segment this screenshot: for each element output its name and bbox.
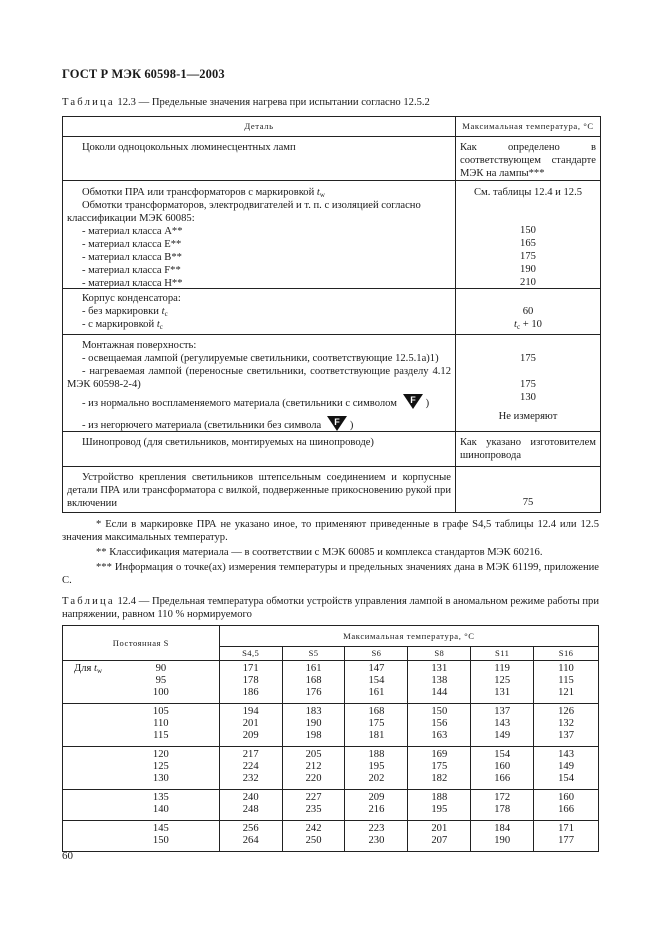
f-symbol-letter: F	[334, 417, 340, 428]
temp-cell	[345, 704, 408, 747]
temp-value: 195	[368, 761, 385, 772]
col-header-detail: Деталь	[63, 117, 456, 136]
temp-value: 160	[494, 761, 511, 772]
temp-value: 182	[431, 773, 448, 784]
temp-cell	[345, 821, 408, 852]
temp-cell	[282, 704, 345, 747]
temp-cell	[219, 747, 282, 790]
table-row-windings	[63, 180, 600, 288]
temp-cell	[471, 747, 534, 790]
mounting-temp-4: Не измеряют	[498, 411, 558, 423]
caption-label: Таблица	[62, 596, 115, 607]
temp-value: 171	[242, 663, 259, 674]
mounting-nonflammable-text: - из негорючего материала (светильники без символа	[82, 420, 322, 432]
cell-temperature: Как указано изготовителем шинопровода	[460, 437, 596, 462]
temp-value: 131	[431, 663, 448, 674]
temp-cell	[534, 790, 599, 821]
tw-value: 145	[152, 823, 169, 834]
temp-cell	[471, 790, 534, 821]
temp-value: 115	[558, 675, 574, 686]
tw-symbol: t	[94, 663, 97, 674]
cell-detail: Устройство крепления светильников штепсельным соединением и корпусные детали ПРА или трансформатора с вилкой, подверженные прикосновению рукой при включении	[63, 467, 456, 512]
temp-value: 201	[431, 823, 448, 834]
temp-value: 126	[558, 706, 574, 717]
tw-cell	[63, 790, 220, 821]
temp-class-a: 150	[520, 225, 536, 237]
subcol-header: S16	[534, 647, 599, 661]
table-row-lamp-caps	[63, 136, 600, 180]
see-tables: См. таблицы 12.4 и 12.5	[473, 187, 583, 199]
tw-cell	[63, 821, 220, 852]
temp-value: 168	[305, 675, 322, 686]
temp-class-e: 165	[520, 238, 536, 250]
temp-value: 160	[558, 792, 574, 803]
temp-value: 171	[558, 823, 574, 834]
tw-value: 90	[155, 663, 167, 674]
table-row-group	[63, 790, 599, 821]
temp-value: 138	[431, 675, 448, 686]
tw-value: 125	[152, 761, 169, 772]
temp-class-h: 210	[520, 277, 536, 289]
cell-temperature	[456, 289, 600, 334]
tw-value: 100	[152, 687, 169, 698]
temp-value: 172	[494, 792, 511, 803]
temp-value: 175	[431, 761, 448, 772]
for-label-text: Для	[74, 663, 92, 674]
temp-value: 223	[368, 823, 385, 834]
temp-value: 143	[558, 749, 574, 760]
table-12-3	[62, 116, 601, 513]
tc-subscript: c	[164, 310, 168, 319]
cell-detail	[63, 335, 456, 431]
temp-class-f: 190	[520, 264, 536, 276]
f-symbol-icon	[326, 415, 348, 432]
tc-subscript: c	[159, 323, 163, 332]
temp-value: 144	[431, 687, 448, 698]
paren-close: )	[349, 420, 354, 432]
col-header-temperature: Максимальная температура, °С	[462, 121, 594, 131]
temp-value: 256	[242, 823, 259, 834]
cell-temperature	[456, 335, 600, 431]
temp-value: 149	[494, 730, 511, 741]
paren-close: )	[425, 398, 430, 410]
footnote-3: *** Информация о точке(ах) измерения температуры и предельных значениях дана в МЭК 61199, приложение С.	[62, 561, 599, 586]
temp-value: 201	[242, 718, 259, 729]
cell-detail	[63, 181, 456, 288]
tc-symbol: t	[156, 319, 160, 331]
temp-value: 190	[305, 718, 322, 729]
temp-cell	[534, 747, 599, 790]
temp-value: 209	[242, 730, 259, 741]
mounting-flammable-text: - из нормально воспламеняемого материала (светильники с символом	[82, 398, 397, 410]
windings-line1	[67, 187, 451, 200]
temp-value: 248	[242, 804, 259, 815]
tw-value: 150	[152, 835, 169, 846]
temp-value: 150	[431, 706, 448, 717]
temp-value: 264	[242, 835, 259, 846]
temp-value: 232	[242, 773, 259, 784]
table-row-group	[63, 747, 599, 790]
caption-number: 12.3	[117, 97, 136, 108]
temp-value: 121	[558, 687, 574, 698]
temp-value: 205	[305, 749, 322, 760]
subcol-header: S6	[345, 647, 408, 661]
windings-line1-text: Обмотки ПРА или трансформаторов с маркировкой	[82, 187, 315, 199]
table-row-group	[63, 661, 599, 704]
tw-cell	[63, 661, 220, 704]
tw-subscript: w	[97, 667, 103, 675]
temp-value: 181	[368, 730, 385, 741]
temp-class-b: 175	[520, 251, 536, 263]
tw-symbol: t	[316, 187, 320, 199]
cell-detail	[63, 289, 456, 334]
temp-cell	[534, 661, 599, 704]
tw-subscript: w	[319, 191, 325, 200]
temp-value: 194	[242, 706, 259, 717]
capacitor-marking-text: - с маркировкой	[82, 319, 155, 331]
f-symbol-letter: F	[409, 395, 416, 406]
material-b: - материал класса В**	[82, 252, 182, 264]
subcol-header: S8	[408, 647, 471, 661]
table-12-3-caption	[62, 97, 430, 110]
table-header-row	[63, 117, 600, 136]
table-row-group	[63, 821, 599, 852]
temp-cell	[408, 790, 471, 821]
temp-value: 212	[305, 761, 322, 772]
temp-value: 178	[494, 804, 511, 815]
mounting-title: Монтажная поверхность:	[82, 340, 197, 352]
document-header: ГОСТ Р МЭК 60598-1—2003	[62, 67, 225, 81]
temp-value: 240	[242, 792, 259, 803]
tw-value: 130	[152, 773, 169, 784]
temp-value: 220	[305, 773, 322, 784]
tw-cell	[63, 704, 220, 747]
temp-value: 161	[305, 663, 322, 674]
material-a: - материал класса А**	[82, 226, 183, 238]
temp-cell	[282, 747, 345, 790]
temp-value: 202	[368, 773, 385, 784]
temp-cell	[471, 661, 534, 704]
temp-value: 154	[494, 749, 511, 760]
temp-value: 137	[558, 730, 574, 741]
temp-value: 176	[305, 687, 322, 698]
tc-symbol: t	[514, 319, 517, 331]
temp-cell	[408, 747, 471, 790]
capacitor-title: Корпус конденсатора:	[82, 293, 181, 305]
temp-value: 169	[431, 749, 448, 760]
temp-value: 168	[368, 706, 385, 717]
page-number: 60	[62, 850, 73, 862]
temp-value: 216	[368, 804, 385, 815]
subcol-header: S5	[282, 647, 345, 661]
cell-detail: Шинопровод (для светильников, монтируемых на шинопроводе)	[63, 432, 456, 466]
table-row-mounting-surface	[63, 334, 600, 431]
temp-cell	[345, 790, 408, 821]
temp-value: 154	[558, 773, 574, 784]
capacitor-no-marking-text: - без маркировки	[82, 306, 159, 318]
cell-temperature: Как определено в соответствующем стандарте МЭК на лампы***	[460, 142, 596, 180]
mounting-temp-1: 175	[520, 353, 536, 365]
cell-temperature	[456, 181, 600, 288]
temp-value: 250	[305, 835, 322, 846]
caption-text: — Предельные значения нагрева при испытании согласно 12.5.2	[138, 97, 430, 108]
material-e: - материал класса Е**	[82, 239, 182, 251]
capacitor-marking	[67, 319, 451, 332]
temp-cell	[345, 661, 408, 704]
temp-value: 230	[368, 835, 385, 846]
temp-cell	[345, 747, 408, 790]
temp-value: 188	[368, 749, 385, 760]
temp-cell	[219, 661, 282, 704]
table-12-4-body	[63, 661, 599, 852]
temp-value: 132	[558, 718, 574, 729]
tc-plus-ten: + 10	[520, 319, 542, 331]
temp-value: 110	[558, 663, 574, 674]
tw-value: 110	[153, 718, 169, 729]
temp-value: 183	[305, 706, 322, 717]
footnote-2: ** Классификация материала — в соответствии с МЭК 60085 и комплекса стандартов МЭК 60216.	[96, 546, 543, 558]
temp-value: 198	[305, 730, 322, 741]
col-header-constant-s: Постоянная S	[63, 626, 220, 661]
temp-value: 178	[242, 675, 259, 686]
temp-value: 175	[368, 718, 385, 729]
temp-value: 119	[494, 663, 510, 674]
material-h: - материал класса Н**	[82, 277, 183, 289]
f-symbol-icon	[402, 393, 424, 410]
mounting-illuminated: - освещаемая лампой (регулируемые светильники, соответствующие 12.5.1а)1)	[82, 353, 439, 365]
mounting-heated: - нагреваемая лампой (переносные светильники, соответствующие разделу 4.12 МЭК 60598-2-4)	[67, 366, 451, 391]
temp-cell	[534, 821, 599, 852]
temp-cell	[219, 704, 282, 747]
mounting-flammable	[67, 393, 451, 411]
tw-value: 140	[152, 804, 169, 815]
temp-value: 235	[305, 804, 322, 815]
mounting-temp-3: 130	[520, 392, 536, 404]
cell-temperature: 75	[522, 497, 534, 509]
temp-value: 163	[431, 730, 448, 741]
temp-cell	[471, 704, 534, 747]
temp-value: 227	[305, 792, 322, 803]
material-f: - материал класса F**	[82, 265, 181, 277]
temp-value: 143	[494, 718, 511, 729]
temp-value: 125	[494, 675, 511, 686]
table-row-busbar	[63, 431, 600, 466]
tw-value: 115	[153, 730, 169, 741]
temp-cell	[408, 821, 471, 852]
temp-value: 166	[558, 804, 574, 815]
temp-value: 131	[494, 687, 511, 698]
tw-value: 95	[155, 675, 167, 686]
caption-number: 12.4	[117, 596, 136, 607]
temp-value: 166	[494, 773, 511, 784]
table-row-capacitor	[63, 288, 600, 334]
temp-value: 184	[494, 823, 511, 834]
tw-value: 135	[152, 792, 169, 803]
tc-symbol: t	[161, 306, 165, 318]
temp-value: 209	[368, 792, 385, 803]
for-tw-label	[74, 663, 102, 676]
mounting-temp-2: 175	[520, 379, 536, 391]
temp-value: 242	[305, 823, 322, 834]
temp-value: 147	[368, 663, 385, 674]
temp-cell	[408, 661, 471, 704]
tw-cell	[63, 747, 220, 790]
temp-value: 186	[242, 687, 259, 698]
temp-value: 177	[558, 835, 574, 846]
table-12-4-caption	[62, 596, 599, 622]
temp-value: 149	[558, 761, 574, 772]
capacitor-temp-2	[460, 319, 596, 332]
temp-cell	[534, 704, 599, 747]
capacitor-no-marking	[67, 306, 451, 319]
windings-line2: Обмотки трансформаторов, электродвигателей и т. п. с изоляцией согласно классификации МЭК 60085:	[67, 200, 421, 225]
temp-value: 188	[431, 792, 448, 803]
temp-cell	[282, 821, 345, 852]
caption-label: Таблица	[62, 97, 115, 108]
caption-text: — Предельная температура обмотки устройств управления лампой в аномальном режиме работы при напряжении, равном 110 % нормируемого	[62, 596, 600, 620]
tw-value: 105	[152, 706, 169, 717]
temp-cell	[408, 704, 471, 747]
capacitor-temp-1: 60	[522, 306, 534, 318]
temp-value: 156	[431, 718, 448, 729]
temp-value: 190	[494, 835, 511, 846]
cell-detail: Цоколи одноцокольных люминесцентных ламп	[63, 137, 456, 180]
subcol-header: S11	[471, 647, 534, 661]
temp-value: 217	[242, 749, 259, 760]
footnote-1: * Если в маркировке ПРА не указано иное, то применяют приведенные в графе S4,5 таблицы 12.4 или 12.5 значения максимальных температур.	[62, 519, 599, 543]
tw-value: 120	[152, 749, 169, 760]
table-12-4	[62, 625, 599, 852]
temp-value: 224	[242, 761, 259, 772]
table-row-plug-device	[63, 466, 600, 512]
temp-value: 137	[494, 706, 511, 717]
temp-value: 161	[368, 687, 385, 698]
temp-cell	[282, 790, 345, 821]
col-header-max-temp: Максимальная температура, °С	[219, 626, 598, 647]
temp-cell	[282, 661, 345, 704]
temp-cell	[219, 790, 282, 821]
subcol-header: S4,5	[219, 647, 282, 661]
tc-subscript: c	[516, 323, 521, 332]
mounting-nonflammable	[67, 415, 451, 433]
temp-cell	[219, 821, 282, 852]
temp-cell	[471, 821, 534, 852]
temp-value: 154	[368, 675, 385, 686]
temp-value: 195	[431, 804, 448, 815]
footnotes	[62, 519, 599, 588]
temp-value: 207	[431, 835, 448, 846]
table-row-group	[63, 704, 599, 747]
